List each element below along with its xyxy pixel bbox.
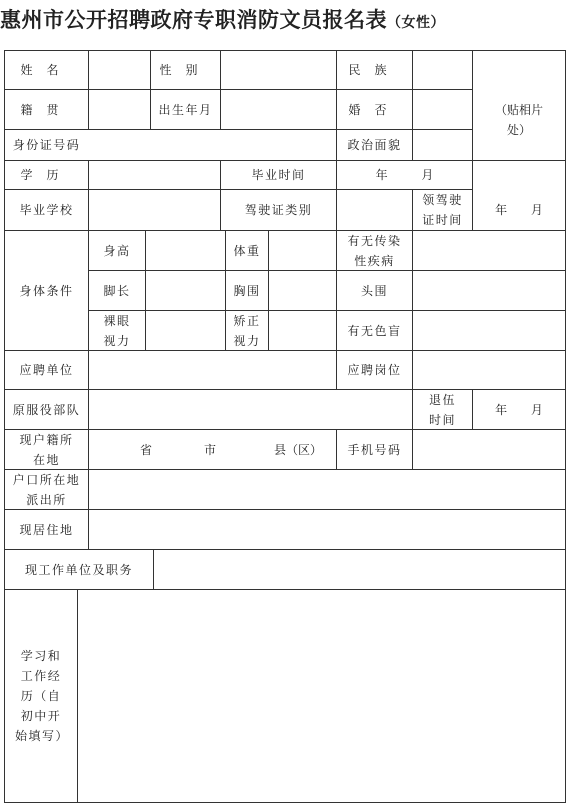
label-army: 原服役部队 (12, 402, 81, 417)
label-physical: 身体条件 (19, 283, 74, 298)
label-phone: 手机号码 (347, 442, 402, 457)
label-city: 市 (204, 442, 217, 457)
field-naked-vision[interactable] (146, 311, 225, 350)
label-disease: 有无传染性疾病 (347, 233, 402, 268)
field-army[interactable] (89, 390, 412, 429)
field-police-station[interactable] (89, 470, 565, 509)
field-license-type[interactable] (337, 190, 412, 230)
field-foot[interactable] (146, 271, 225, 310)
field-name[interactable] (89, 51, 150, 89)
label-education: 学历 (20, 168, 73, 182)
field-school[interactable] (89, 190, 220, 230)
label-corrected-vision: 矫正视力 (233, 313, 261, 348)
field-history[interactable] (78, 590, 565, 802)
form-title-sub: （女性） (387, 15, 445, 31)
label-height: 身高 (103, 243, 131, 258)
field-ethnicity[interactable] (413, 51, 472, 89)
field-chest[interactable] (269, 271, 336, 310)
field-political[interactable] (413, 130, 472, 160)
label-birth: 出生年月 (158, 102, 213, 117)
label-apply-post: 应聘岗位 (347, 363, 402, 377)
label-license-type: 驾驶证类别 (244, 203, 313, 217)
field-height[interactable] (146, 231, 225, 270)
field-work[interactable] (154, 550, 565, 589)
label-county: 县（区） (273, 442, 322, 457)
field-id-number[interactable] (89, 130, 336, 160)
label-foot: 脚长 (103, 283, 131, 298)
field-weight[interactable] (269, 231, 336, 270)
label-head: 头围 (360, 283, 388, 298)
field-education[interactable] (89, 161, 220, 189)
field-disease[interactable] (413, 231, 565, 270)
field-corrected-vision[interactable] (269, 311, 336, 350)
form-title-main: 惠州市公开招聘政府专职消防文员报名表 (0, 7, 387, 32)
field-license-time[interactable]: 年 月 (495, 203, 543, 217)
field-retire-time[interactable]: 年 月 (495, 402, 543, 417)
field-apply-post[interactable] (413, 351, 565, 389)
label-id-number: 身份证号码 (12, 138, 81, 152)
field-native-place[interactable] (89, 90, 150, 129)
label-name: 姓名 (20, 63, 73, 77)
label-ethnicity: 民族 (348, 63, 401, 77)
label-history: 学习和工作经历（自初中开始填写） (15, 649, 70, 743)
label-apply-unit: 应聘单位 (19, 363, 74, 377)
field-phone[interactable] (413, 430, 565, 469)
field-grad-time[interactable]: 年 月 (375, 168, 434, 182)
label-retire-time: 退伍时间 (428, 392, 456, 427)
label-marital: 婚否 (348, 102, 401, 117)
field-colorblind[interactable] (413, 311, 565, 350)
label-chest: 胸围 (233, 283, 261, 298)
label-police-station: 户口所在地派出所 (12, 472, 81, 507)
field-gender[interactable] (221, 51, 336, 89)
label-gender: 性别 (159, 63, 212, 77)
label-weight: 体重 (233, 243, 261, 258)
field-marital[interactable] (413, 90, 472, 129)
label-province: 省 (140, 442, 153, 457)
label-household: 现户籍所在地 (19, 432, 74, 467)
field-head[interactable] (413, 271, 565, 310)
label-residence: 现居住地 (19, 522, 74, 537)
label-political: 政治面貌 (347, 138, 402, 152)
label-naked-vision: 裸眼视力 (103, 313, 131, 348)
field-birth[interactable] (221, 90, 336, 129)
label-work: 现工作单位及职务 (24, 562, 133, 577)
label-native-place: 籍贯 (20, 102, 73, 117)
field-apply-unit[interactable] (89, 351, 336, 389)
label-license-time: 领驾驶证时间 (422, 193, 463, 227)
field-residence[interactable] (89, 510, 565, 549)
photo-area: （贴相片处） (494, 103, 543, 137)
label-colorblind: 有无色盲 (347, 323, 402, 338)
label-school: 毕业学校 (19, 203, 74, 217)
label-grad-time: 毕业时间 (251, 168, 306, 182)
